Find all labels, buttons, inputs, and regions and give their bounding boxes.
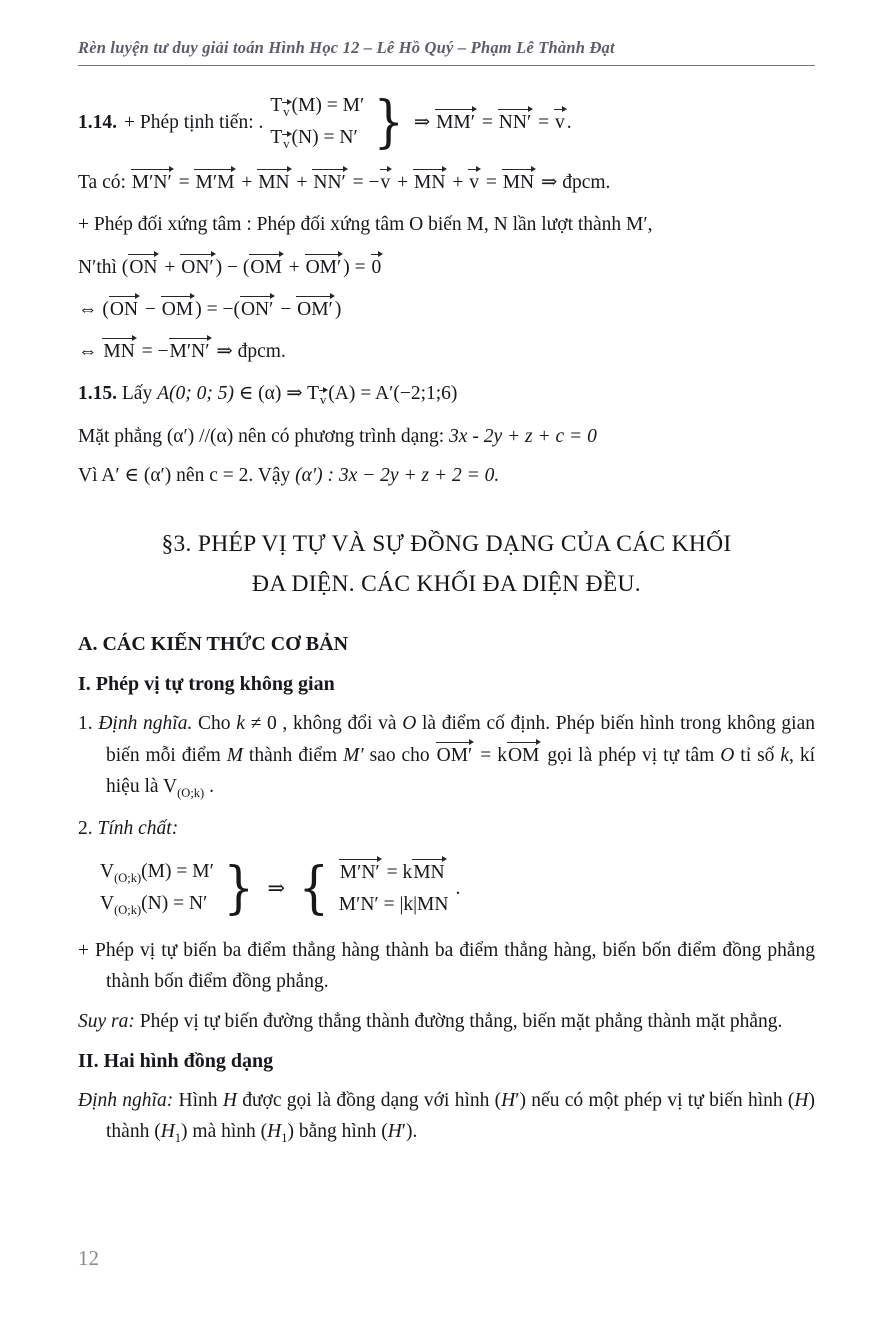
right-brace-symbol: }	[223, 855, 254, 921]
dinh-nghia-dong-dang-paragraph	[78, 1085, 815, 1148]
italic-text: H	[501, 1089, 516, 1111]
text: + Phép đối xứng tâm : Phép đối xứng tâm O biến M, N lần lượt thành M′,	[78, 214, 653, 236]
italic-text: H	[387, 1120, 402, 1142]
vector: NN′	[498, 108, 533, 134]
vector: MN	[412, 858, 446, 884]
vector: MN	[102, 337, 136, 363]
subscript-vector	[282, 137, 291, 151]
text: N′thì (	[78, 256, 129, 278]
system-row-1	[270, 92, 364, 121]
line-equivalence-2	[78, 336, 815, 367]
text: −	[140, 298, 161, 320]
text: thành điểm	[242, 744, 344, 766]
text: ∈ (α) ⇒ T	[233, 383, 320, 405]
vector: 0	[371, 253, 384, 279]
italic-text: M	[226, 744, 243, 766]
text: .	[204, 775, 214, 797]
italic-text: M′	[343, 744, 364, 766]
line-equivalence-1	[78, 294, 815, 325]
text: sao cho	[363, 744, 436, 766]
vector: v	[468, 168, 481, 194]
vector: NN′	[312, 168, 347, 194]
translation-result	[414, 107, 572, 138]
text: +	[236, 172, 258, 194]
text: ) mà hình (	[181, 1120, 268, 1142]
text: ) thành (	[106, 1089, 815, 1142]
system-row-2	[270, 124, 364, 153]
system-period: .	[455, 877, 461, 899]
vi-tu-right-system	[339, 858, 449, 919]
vector: MN	[257, 168, 291, 194]
text: = −	[136, 341, 169, 362]
vector: v	[554, 108, 567, 134]
text: ) − (	[215, 256, 250, 278]
subscript: (O;k)	[177, 785, 205, 800]
subscript: 1	[281, 1130, 288, 1145]
text: ) =	[343, 256, 371, 278]
vector: OM	[161, 295, 195, 321]
left-system-row-2	[100, 890, 214, 919]
italic-text: Tính chất:	[97, 817, 179, 839]
running-header	[78, 38, 815, 66]
text: ) = −(	[195, 298, 240, 320]
text: T	[270, 127, 283, 149]
italic-text: O	[720, 744, 735, 766]
text: Lấy	[117, 383, 158, 405]
text: =	[477, 112, 498, 134]
implies-symbol: ⇒	[267, 875, 286, 900]
vector: OM′	[296, 295, 335, 321]
italic-text: k	[236, 713, 245, 735]
text: = k	[474, 744, 507, 766]
vi-tu-left-system	[100, 858, 214, 919]
vector: MN	[502, 168, 536, 194]
heading-ii-dong-dang: II. Hai hình đồng dạng	[78, 1049, 274, 1072]
text: (M) = M′	[291, 95, 365, 116]
text: =	[173, 172, 195, 194]
text: M′N′ = |k|MN	[338, 893, 449, 915]
right-brace-symbol: }	[373, 89, 405, 155]
text: Hình	[173, 1089, 223, 1111]
text: −	[275, 298, 297, 320]
vector: ON′	[180, 253, 215, 279]
text: gọi là phép vị tự tâm	[541, 744, 721, 766]
text: T	[270, 95, 283, 116]
vector: ON	[128, 253, 159, 279]
text: + Phép vị tự biến ba điểm thẳng hàng thành ba điểm thẳng hàng, biến bốn điểm đồng phẳng thành bốn điểm đồng phẳng.	[78, 940, 815, 993]
suy-ra-paragraph	[78, 1006, 815, 1037]
problem-1-14-number: 1.14.	[78, 112, 117, 134]
text: +	[447, 172, 469, 194]
vector: MM′	[435, 108, 477, 134]
text: V	[100, 860, 115, 882]
page-content	[78, 89, 815, 1148]
translation-intro	[124, 107, 263, 138]
text: (N) = N′	[291, 127, 358, 149]
right-system-row-1	[339, 858, 449, 887]
italic-text: k	[780, 744, 790, 766]
italic-text: O	[402, 713, 417, 735]
vi-tu-property-bullet	[78, 935, 815, 997]
line-ta-co	[78, 167, 815, 198]
italic-text: H	[222, 1089, 237, 1111]
vector: v	[319, 389, 328, 407]
italic-text: Định nghĩa.	[98, 713, 193, 735]
bold-text: 1.15.	[78, 383, 117, 405]
text: (M) = M′	[141, 860, 214, 882]
italic-text: (α′) : 3x − 2y + z + 2 = 0.	[295, 465, 500, 487]
vector: v	[282, 133, 291, 151]
text: 1.	[78, 713, 99, 735]
text: ⇒ đpcm.	[211, 341, 286, 362]
text: ′).	[401, 1120, 418, 1142]
text: ⇒	[413, 112, 436, 134]
vector: ON′	[240, 295, 275, 321]
text: ⇒ đpcm.	[536, 172, 611, 194]
vector: M′N′	[339, 858, 382, 884]
text: .	[566, 112, 572, 134]
heading-i-phep-vi-tu: I. Phép vị tự trong không gian	[78, 673, 335, 696]
text: Mặt phẳng (α′) //(α) nên có phương trình dạng:	[78, 426, 450, 448]
text: =	[533, 112, 554, 134]
subscript: (O;k)	[114, 903, 142, 918]
vector: v	[380, 168, 393, 194]
text: tỉ số	[734, 744, 781, 766]
vector: v	[282, 101, 291, 119]
text: ′) nếu có một phép vị tự biến hình (	[515, 1089, 795, 1111]
text: , kí hiệu là V	[106, 744, 815, 797]
dinh-nghia-1-paragraph	[78, 708, 815, 802]
text: Vì A′ ∈ (α′) nên c = 2. Vậy	[78, 465, 296, 487]
vector: OM′	[436, 741, 475, 767]
vector: M′N′	[169, 337, 212, 363]
italic-text: A(0; 0; 5)	[157, 383, 234, 405]
tinh-chat-label	[78, 813, 815, 844]
text: Phép vị tự biến đường thẳng thành đường thẳng, biến mặt phẳng thành mặt phẳng.	[134, 1010, 783, 1032]
line-doi-xung-tam	[78, 209, 815, 240]
section-3-title-line-2: ĐA DIỆN. CÁC KHỐI ĐA DIỆN ĐỀU.	[252, 570, 641, 597]
text: ) bằng hình (	[287, 1120, 388, 1142]
text: được gọi là đồng dạng với hình (	[236, 1089, 502, 1111]
line-mat-phang	[78, 421, 815, 452]
text: V	[100, 893, 115, 915]
subscript-vector	[282, 105, 291, 119]
problem-1-14-statement	[78, 89, 815, 155]
text: +	[392, 172, 414, 194]
vector: M′N′	[131, 168, 174, 194]
italic-text: H	[267, 1120, 282, 1142]
italic-text: Định nghĩa:	[78, 1089, 174, 1111]
text: = k	[381, 862, 413, 884]
text: +	[283, 256, 305, 278]
section-3-title	[78, 524, 815, 605]
text: (N) = N′	[141, 893, 208, 915]
text: Ta có:	[78, 172, 131, 194]
text: + Phép tịnh tiến: .	[124, 112, 264, 134]
vector: OM′	[305, 253, 344, 279]
translation-system	[270, 92, 364, 153]
text: = −	[347, 172, 380, 194]
subscript: (O;k)	[114, 870, 142, 885]
text: Cho	[192, 713, 237, 735]
line-on-om-sum	[78, 252, 815, 283]
text: 2.	[78, 817, 98, 839]
left-system-row-1	[100, 858, 214, 887]
italic-text: H	[794, 1089, 809, 1111]
vector: MN	[413, 168, 447, 194]
problem-1-15-statement	[78, 378, 815, 410]
text: ≠ 0 , không đổi và	[244, 713, 403, 735]
vector: ON	[109, 295, 140, 321]
subscript-vector	[319, 393, 328, 407]
vector: M′M	[194, 168, 236, 194]
text: +	[291, 172, 313, 194]
text: ⇔	[78, 341, 103, 362]
vector: OM	[249, 253, 283, 279]
section-3-title-line-1: §3. PHÉP VỊ TỰ VÀ SỰ ĐỒNG DẠNG CỦA CÁC KHỐI	[161, 530, 732, 557]
text: (A) = A′(−2;1;6)	[328, 383, 458, 405]
line-vi-a-prime	[78, 460, 815, 491]
heading-a-kien-thuc: A. CÁC KIẾN THỨC CƠ BẢN	[78, 633, 349, 656]
italic-text: Suy ra:	[78, 1010, 135, 1032]
subscript: 1	[174, 1130, 182, 1145]
right-system-row-2	[339, 891, 449, 919]
text: =	[480, 172, 502, 194]
running-header-title: Rèn luyện tư duy giải toán Hình Học 12 – Lê Hồ Quý – Phạm Lê Thành Đạt	[78, 38, 615, 57]
tinh-chat-system	[100, 855, 815, 921]
vector: OM	[507, 741, 541, 767]
page-number: 12	[78, 1246, 99, 1270]
text: +	[159, 256, 181, 278]
text: )	[334, 298, 342, 320]
left-brace-symbol: {	[298, 855, 330, 921]
italic-text: 3x - 2y + z + c = 0	[449, 426, 597, 448]
italic-text: H	[160, 1120, 175, 1142]
text: ⇔ (	[78, 298, 109, 320]
text: là điểm cố định. Phép biến hình trong không gian biến mỗi điểm	[106, 713, 815, 766]
